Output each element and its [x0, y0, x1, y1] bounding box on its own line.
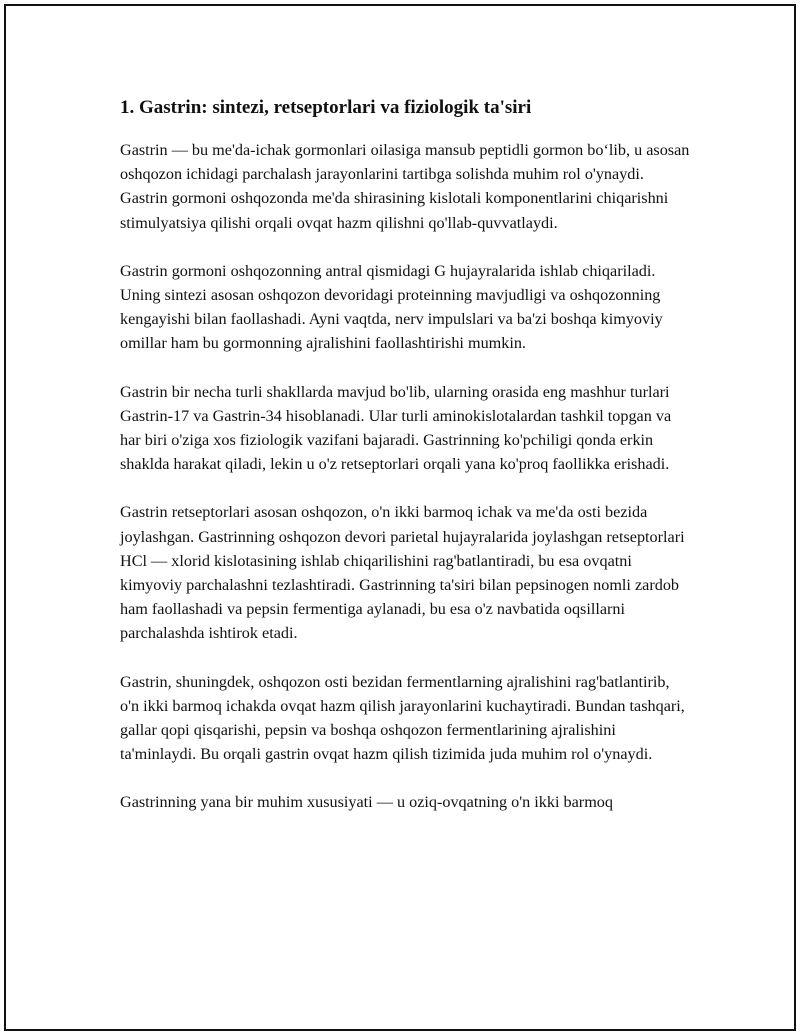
section-title: 1. Gastrin: sintezi, retseptorlari va fiziologik ta'siri: [120, 97, 532, 118]
document-body: [120, 96, 692, 839]
paragraph-5: Gastrin, shuningdek, oshqozon osti bezidan fermentlarning ajralishini rag'batlantirib, o'n ikki barmoq ichakda ovqat hazm qilish jarayonlarini kuchaytiradi. Bundan tashqari, gallar qopi qisqarishi, pepsin va boshqa oshqozon fermentlarining ajralishini ta'minlaydi. Bu orqali gastrin ovqat hazm qilish tizimida juda muhim rol o'ynaydi.: [120, 672, 685, 764]
paragraph-3: Gastrin bir necha turli shakllarda mavjud bo'lib, ularning orasida eng mashhur turlari Gastrin-17 va Gastrin-34 hisoblanadi. Ular turli aminokislotalardan tashkil topgan va har biri o'ziga xos fiziologik vazifani bajaradi. Gastrinning ko'pchiligi qonda erkin shaklda harakat qiladi, lekin u o'z retseptorlari orqali yana ko'proq faollikka erishadi.: [120, 382, 672, 474]
paragraph-6: Gastrinning yana bir muhim xususiyati — u oziq-ovqatning o'n ikki barmoq: [120, 793, 613, 812]
paragraph-1: Gastrin — bu me'da-ichak gormonlari oilasiga mansub peptidli gormon bo‘lib, u asosan oshqozon ichidagi parchalash jarayonlarini tartibga solishda muhim rol o'ynaydi. Gastrin gormoni oshqozonda me'da shirasining kislotali komponentlarini chiqarishni stimulyatsiya qilishi orqali ovqat hazm qilishni qo'llab-quvvatlaydi.: [120, 141, 690, 232]
paragraph-4: Gastrin retseptorlari asosan oshqozon, o'n ikki barmoq ichak va me'da osti bezida joylashgan. Gastrinning oshqozon devori parietal hujayralarida joylashgan retseptorlari HCl — xlorid kislotasining ishlab chiqarilishini rag'batlantiradi, bu esa ovqatni kimyoviy parchalashni tezlashtiradi. Gastrinning ta'siri bilan pepsinogen nomli zardob ham faollashadi va pepsin fermentiga aylanadi, bu esa o'z navbatida oqsillarni parchalashda ishtirok etadi.: [120, 503, 685, 643]
page-border: [4, 4, 796, 1031]
paragraph-2: Gastrin gormoni oshqozonning antral qismidagi G hujayralarida ishlab chiqariladi. Uning sintezi asosan oshqozon devoridagi proteinning mavjudligi va oshqozonning kengayishi bilan faollashadi. Ayni vaqtda, nerv impulslari va ba'zi boshqa kimyoviy omillar ham bu gormonning ajralishini faollashtirishi mumkin.: [120, 261, 663, 353]
